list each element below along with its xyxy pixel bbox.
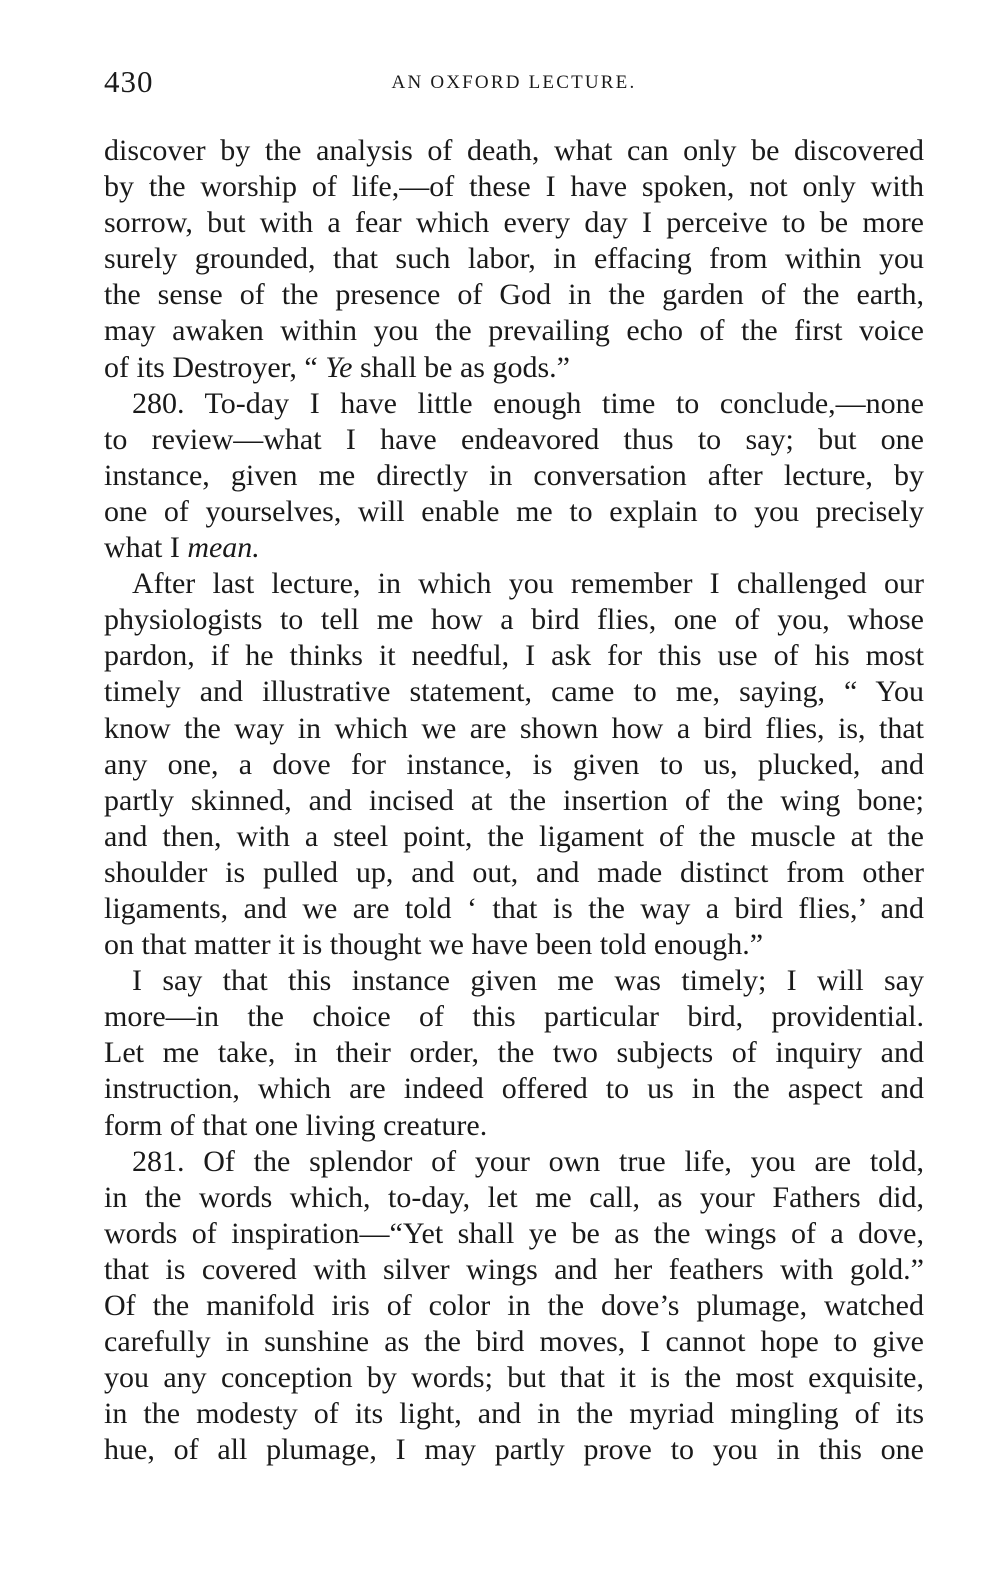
text-line: the sense of the presence of God in the garden of the earth,: [104, 278, 924, 312]
italic-text: Ye: [325, 350, 353, 384]
running-head: AN OXFORD LECTURE.: [391, 72, 637, 93]
text-line: discover by the analysis of death, what can only be discovered: [104, 134, 924, 167]
text-line: know the way in which we are shown how a bird flies, is, that: [104, 711, 924, 745]
text-line: surely grounded, that such labor, in effacing from within you: [104, 242, 924, 276]
text-line-part: of its Destroyer, “: [104, 350, 326, 384]
text-line-part: what I: [104, 531, 188, 565]
text-line: instruction, which are indeed offered to us in the aspect and: [104, 1072, 924, 1106]
text-line: shoulder is pulled up, and out, and made distinct from other: [104, 855, 924, 889]
text-line: 281. Of the splendor of your own true life, you are told,: [132, 1144, 924, 1178]
text-line: by the worship of life,—of these I have spoken, not only with: [104, 170, 924, 204]
text-line: words of inspiration—“Yet shall ye be as the wings of a dove,: [104, 1216, 924, 1250]
text-line: form of that one living creature.: [104, 1108, 488, 1142]
text-line: [104, 530, 924, 566]
text-line: hue, of all plumage, I may partly prove to you in this one: [104, 1433, 924, 1467]
text-line: sorrow, but with a fear which every day I perceive to be more: [104, 206, 924, 240]
text-line: more—in the choice of this particular bird, providential.: [104, 1000, 924, 1034]
text-line: that is covered with silver wings and her feathers with gold.”: [104, 1252, 924, 1286]
italic-text: mean.: [187, 531, 260, 565]
text-line: Of the manifold iris of color in the dove’s plumage, watched: [104, 1289, 924, 1322]
text-line: any one, a dove for instance, is given to us, plucked, and: [104, 747, 924, 781]
text-line: physiologists to tell me how a bird flies, one of you, whose: [104, 603, 924, 637]
text-line: instance, given me directly in conversation after lecture, by: [104, 458, 924, 492]
text-line: After last lecture, in which you remember I challenged our: [132, 567, 924, 601]
text-line: timely and illustrative statement, came to me, saying, “ You: [104, 675, 924, 709]
page-number: 430: [104, 64, 154, 99]
text-line: on that matter it is thought we have been told enough.”: [104, 928, 764, 962]
text-line: I say that this instance given me was timely; I will say: [132, 964, 924, 998]
text-line: one of yourselves, will enable me to explain to you precisely: [104, 494, 924, 528]
text-line: pardon, if he thinks it needful, I ask for this use of his most: [104, 639, 924, 673]
page-header: [104, 62, 924, 102]
text-line: and then, with a steel point, the ligament of the muscle at the: [104, 819, 924, 853]
text-line: to review—what I have endeavored thus to say; but one: [104, 422, 924, 456]
text-line-part: shall be as gods.”: [352, 350, 570, 384]
text-line: ligaments, and we are told ‘ that is the way a bird flies,’ and: [104, 891, 924, 925]
text-line: carefully in sunshine as the bird moves, I cannot hope to give: [104, 1325, 924, 1359]
text-line: [104, 350, 924, 386]
text-line: 280. To-day I have little enough time to conclude,—none: [132, 386, 924, 420]
body-text: [104, 133, 924, 1468]
text-line: may awaken within you the prevailing echo of the first voice: [104, 314, 924, 348]
text-line: in the words which, to-day, let me call, as your Fathers did,: [104, 1180, 924, 1214]
text-line: Let me take, in their order, the two subjects of inquiry and: [104, 1036, 924, 1070]
text-line: in the modesty of its light, and in the myriad mingling of its: [104, 1397, 924, 1431]
text-line: partly skinned, and incised at the insertion of the wing bone;: [104, 783, 924, 817]
text-line: you any conception by words; but that it is the most exquisite,: [104, 1361, 924, 1395]
